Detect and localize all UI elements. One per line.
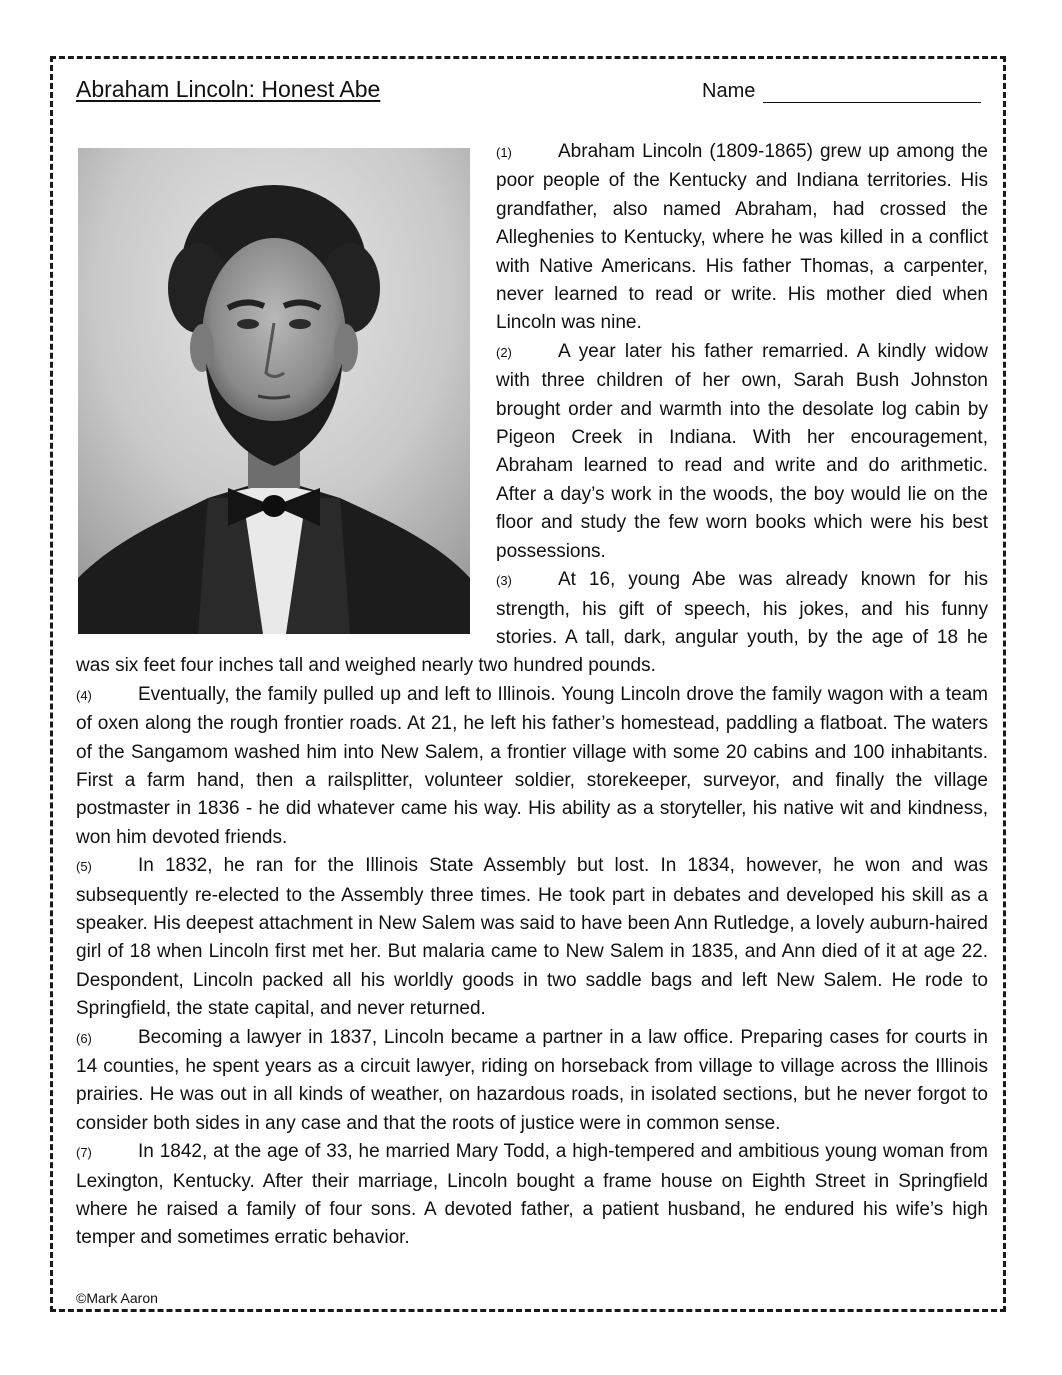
name-blank-line[interactable] (763, 82, 981, 103)
name-label: Name (702, 80, 756, 102)
paragraph-text: A year later his father remarried. A kindly widow with three children of her own, Sarah Bush Johnston brought order and warmth into the desolate log cabin by Pigeon Creek in Indiana. With her encouragement, Abraham learned to read and write and do arithmetic. After a day’s work in the woods, the boy would lie on the floor and study the few worn books which were his best possessions. (496, 340, 988, 562)
paragraph-text: Becoming a lawyer in 1837, Lincoln became a partner in a law office. Preparing cases for courts in 14 counties, he spent years as a circuit lawyer, riding on horseback from village to village across the Illinois prairies. He was out in all kinds of weather, on hazardous roads, in isolated sections, but he never forgot to consider both sides in any case and that the roots of justice were in common sense. (76, 1026, 988, 1134)
portrait-photo-icon (78, 148, 470, 634)
paragraph-text: At 16, young Abe was already known for his strength, his gift of speech, his jokes, and his funny stories. A tall, dark, angular youth, by the age of 18 he was six feet four inches tall and weighed nearly two hundred pounds. (76, 569, 988, 677)
paragraph-number: (6) (76, 1030, 92, 1046)
paragraph-number: (3) (496, 573, 512, 589)
paragraph-number: (7) (76, 1145, 92, 1161)
paragraph-text: In 1842, at the age of 33, he married Mary Todd, a high-tempered and ambitious young woman from Lexington, Kentucky. After their marriage, Lincoln bought a frame house on Eighth Street in Springfield where he raised a family of four sons. A devoted father, a patient husband, he endured his wife’s high temper and sometimes erratic behavior. (76, 1141, 988, 1249)
name-field[interactable] (702, 80, 981, 103)
paragraph-6 (76, 1024, 988, 1139)
paragraph-7 (76, 1138, 988, 1253)
lincoln-portrait-image (78, 148, 470, 634)
page-title: Abraham Lincoln: Honest Abe (76, 76, 381, 102)
paragraph-number: (5) (76, 859, 92, 875)
paragraph-text: Eventually, the family pulled up and left to Illinois. Young Lincoln drove the family wagon with a team of oxen along the rough frontier roads. At 21, he left his father’s homestead, paddling a flatboat. The waters of the Sangamom washed him into New Salem, a frontier village with some 20 cabins and 100 inhabitants. First a farm hand, then a railsplitter, volunteer soldier, storekeeper, surveyor, and finally the village postmaster in 1836 - he did whatever came his way. His ability as a storyteller, his native wit and kindness, won him devoted friends. (76, 683, 988, 848)
paragraph-text: Abraham Lincoln (1809-1865) grew up among the poor people of the Kentucky and Indiana territories. His grandfather, also named Abraham, had crossed the Alleghenies to Kentucky, where he was killed in a conflict with Native Americans. His father Thomas, a carpenter, never learned to read or write. His mother died when Lincoln was nine. (496, 141, 988, 334)
paragraph-number: (1) (496, 145, 512, 160)
paragraph-number: (4) (76, 687, 92, 703)
copyright-notice: ©Mark Aaron (76, 1290, 158, 1306)
paragraph-4 (76, 681, 988, 852)
paragraph-5 (76, 852, 988, 1023)
paragraph-number: (2) (496, 344, 512, 360)
article-body (76, 138, 988, 1253)
paragraph-text: In 1832, he ran for the Illinois State Assembly but lost. In 1834, however, he won and was subsequently re-elected to the Assembly three times. He took part in debates and developed his skill as a speaker. His deepest attachment in New Salem was said to have been Ann Rutledge, a lovely auburn-haired girl of 18 when Lincoln first met her. But malaria came to New Salem in 1835, and Ann died of it at age 22. Despondent, Lincoln packed all his worldly goods in two saddle bags and left New Salem. He rode to Springfield, the state capital, and never returned. (76, 855, 988, 1020)
